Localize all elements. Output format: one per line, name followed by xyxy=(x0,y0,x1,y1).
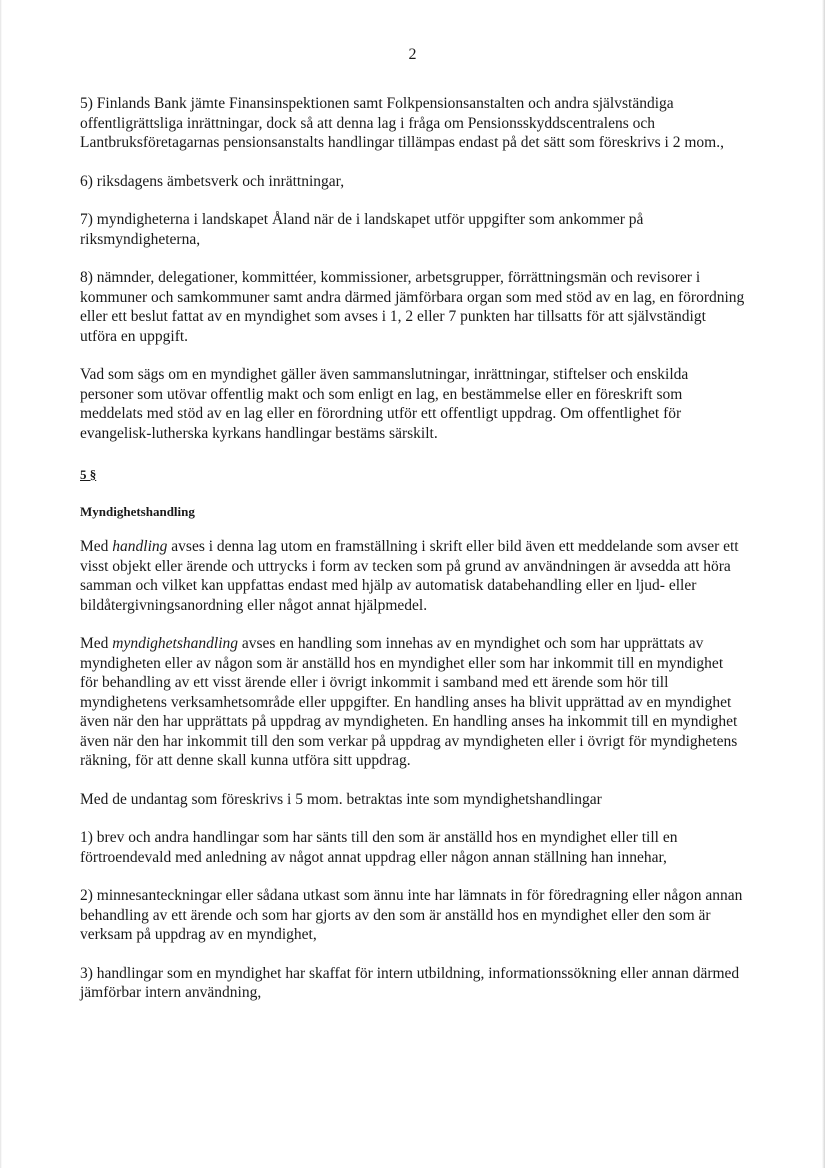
section-title: Myndighetshandling xyxy=(80,503,195,519)
paragraph-item-8: 8) nämnder, delegationer, kommittéer, kommissioner, arbetsgrupper, förrättningsmän och revisorer i kommuner och samkommuner samt andra därmed jämförbara organ som med stöd av en lag, en förordning eller ett beslut fattat av en myndighet som avses i 1, 2 eller 7 punkten har tillsatts för att självständigt utföra en uppgift. xyxy=(80,269,745,345)
paragraph-exception-2: 2) minnesanteckningar eller sådana utkast som ännu inte har lämnats in för föredragning eller någon annan behandling av ett ärende och som har gjorts av den som är anställd hos en myndighet eller den som är verksam på uppdrag av en myndighet, xyxy=(80,887,743,943)
paragraph-item-6: 6) riksdagens ämbetsverk och inrättningar, xyxy=(80,172,345,190)
handling-prefix: Med xyxy=(80,538,113,555)
myndighetshandling-rest: avses en handling som innehas av en myndighet och som har upprättats av myndigheten eller av någon som är anställd hos en myndighet eller som har inkommit till en myndighet för behandling av ett visst ärende eller i övrigt inkommit i samband med ett ärende som hör till myndighetens verksamhetsområde eller uppgifter. En handling anses ha blivit upprättad av en myndighet även när den har upprättats på uppdrag av myndigheten. En handling anses ha inkommit till en myndighet även när den har inkommit till den som verkar på uppdrag av myndigheten eller i övrigt för myndighetens räkning, för att denne skall kunna utföra sitt uppdrag. xyxy=(80,635,738,769)
paragraph-myndighet-scope: Vad som sägs om en myndighet gäller även sammanslutningar, inrättningar, stiftelser och enskilda personer som utövar offentlig makt och som enligt en lag, en bestämmelse eller en föreskrift som meddelats med stöd av en lag eller en förordning utför ett offentligt uppdrag. Om offentlighet för evangelisk-lutherska kyrkans handlingar bestäms särskilt. xyxy=(80,366,689,442)
page-number: 2 xyxy=(408,46,417,63)
myndighetshandling-term: myndighetshandling xyxy=(112,635,239,652)
handling-rest: avses i denna lag utom en framställning i skrift eller bild även ett meddelande som avser ett visst objekt eller ärende och uttrycks i form av tecken som på grund av användningen är avsedda att höra samman och vilket kan uppfattas endast med hjälp av automatisk databehandling eller en ljud- eller bildåtergivningsanordning eller något annat hjälpmedel. xyxy=(80,538,739,614)
paragraph-myndighetshandling-definition xyxy=(80,634,745,771)
paragraph-item-7: 7) myndigheterna i landskapet Åland när de i landskapet utför uppgifter som ankommer på riksmyndigheterna, xyxy=(80,211,644,248)
paragraph-handling-definition xyxy=(80,537,745,615)
paragraph-exception-3: 3) handlingar som en myndighet har skaffat för intern utbildning, informationssökning eller annan därmed jämförbar intern användning, xyxy=(80,964,740,1001)
paragraph-exceptions-intro: Med de undantag som föreskrivs i 5 mom. betraktas inte som myndighetshandlingar xyxy=(80,790,602,808)
paragraph-item-5: 5) Finlands Bank jämte Finansinspektionen samt Folkpensionsanstalten och andra självständiga offentligrättsliga inrättningar, dock så att denna lag i fråga om Pensionsskyddscentralens och Lantbruksföretagarnas pensionsanstalts handlingar tillämpas endast på det sätt som föreskrivs i 2 mom., xyxy=(80,95,724,151)
section-number: 5 § xyxy=(80,467,97,482)
scan-edge-left xyxy=(0,0,2,1168)
myndighetshandling-prefix: Med xyxy=(80,635,113,652)
paragraph-exception-1: 1) brev och andra handlingar som har sänts till den som är anställd hos en myndighet eller till en förtroendevald med anledning av något annat uppdrag eller någon annan ställning han innehar, xyxy=(80,829,678,866)
document-body xyxy=(80,94,745,1022)
handling-term: handling xyxy=(112,538,168,555)
